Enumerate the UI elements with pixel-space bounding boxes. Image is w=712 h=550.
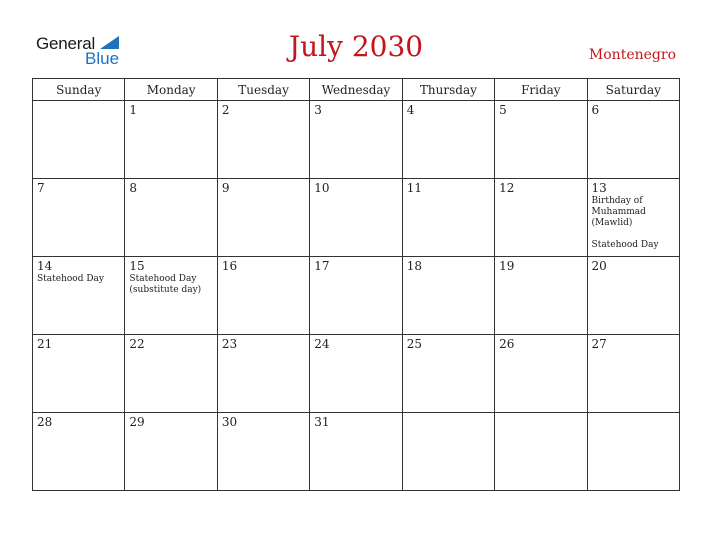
day-number: 14 [37, 259, 53, 273]
day-number: 21 [37, 337, 53, 351]
day-cell [125, 335, 217, 413]
day-cell [125, 413, 217, 491]
country-name: Montenegro [588, 47, 676, 63]
weekday-header: Tuesday [217, 79, 309, 101]
day-number: 20 [591, 259, 607, 273]
day-cell [495, 335, 587, 413]
week-row [33, 257, 680, 335]
weekday-header: Sunday [33, 79, 125, 101]
day-number: 16 [221, 259, 238, 273]
day-number: 23 [221, 337, 238, 351]
day-number: 22 [129, 337, 145, 351]
logo-word-blue: Blue [85, 49, 120, 68]
day-cell [402, 257, 494, 335]
day-cell [402, 179, 494, 257]
day-cell [125, 101, 217, 179]
calendar-grid [32, 78, 680, 491]
day-number: 7 [37, 181, 45, 195]
day-cell [310, 257, 402, 335]
day-number: 6 [591, 103, 600, 117]
day-number: 13 [591, 181, 607, 195]
logo-word-general: General [36, 34, 96, 53]
holiday-label: Statehood Day (substitute day) [129, 274, 202, 295]
day-cell [310, 413, 402, 491]
day-cell [217, 179, 309, 257]
day-cell [310, 335, 402, 413]
day-cell [217, 413, 309, 491]
day-cell [495, 179, 587, 257]
day-number: 31 [314, 415, 330, 429]
week-row [33, 101, 680, 179]
weekday-header-row [33, 79, 680, 101]
weekday-header: Monday [125, 79, 217, 101]
holiday-label: Statehood Day [591, 240, 659, 250]
weekday-header: Saturday [587, 79, 679, 101]
day-number: 1 [129, 103, 138, 117]
day-cell [587, 101, 679, 179]
week-row [33, 179, 680, 257]
day-cell [310, 101, 402, 179]
day-cell [217, 257, 309, 335]
day-cell [587, 179, 679, 257]
day-cell [587, 335, 679, 413]
weekday-header: Friday [495, 79, 587, 101]
week-row [33, 413, 680, 491]
day-cell [125, 257, 217, 335]
weekday-header: Wednesday [310, 79, 402, 101]
day-number: 17 [314, 259, 330, 273]
day-number: 30 [221, 415, 238, 429]
holiday-label: Statehood Day [37, 274, 105, 284]
day-number: 27 [591, 337, 607, 351]
day-cell [587, 413, 679, 491]
day-cell [310, 179, 402, 257]
week-row [33, 335, 680, 413]
day-number: 3 [314, 103, 322, 117]
day-number: 4 [406, 103, 415, 117]
day-number: 18 [406, 259, 422, 273]
day-cell [33, 257, 125, 335]
day-number: 9 [221, 181, 230, 195]
day-number: 10 [314, 181, 330, 195]
day-number: 5 [499, 103, 507, 117]
day-cell [217, 335, 309, 413]
day-cell [33, 179, 125, 257]
day-number: 28 [37, 415, 53, 429]
day-cell [402, 413, 494, 491]
day-cell [587, 257, 679, 335]
day-number: 25 [406, 337, 422, 351]
day-cell [495, 413, 587, 491]
holiday-label: Birthday of Muhammad (Mawlid) [591, 196, 646, 228]
day-cell [217, 101, 309, 179]
day-cell [33, 335, 125, 413]
weekday-header: Thursday [402, 79, 494, 101]
day-number: 11 [406, 181, 422, 195]
day-cell [495, 257, 587, 335]
day-number: 8 [129, 181, 138, 195]
day-number: 15 [129, 259, 145, 273]
day-number: 29 [129, 415, 145, 429]
day-cell [33, 101, 125, 179]
day-cell [125, 179, 217, 257]
day-cell [402, 101, 494, 179]
calendar-title: July 2030 [288, 30, 424, 63]
day-cell [33, 413, 125, 491]
day-number: 2 [221, 103, 230, 117]
day-number: 19 [499, 259, 515, 273]
day-number: 12 [499, 181, 515, 195]
day-cell [495, 101, 587, 179]
day-number: 24 [314, 337, 330, 351]
day-cell [402, 335, 494, 413]
day-number: 26 [499, 337, 515, 351]
